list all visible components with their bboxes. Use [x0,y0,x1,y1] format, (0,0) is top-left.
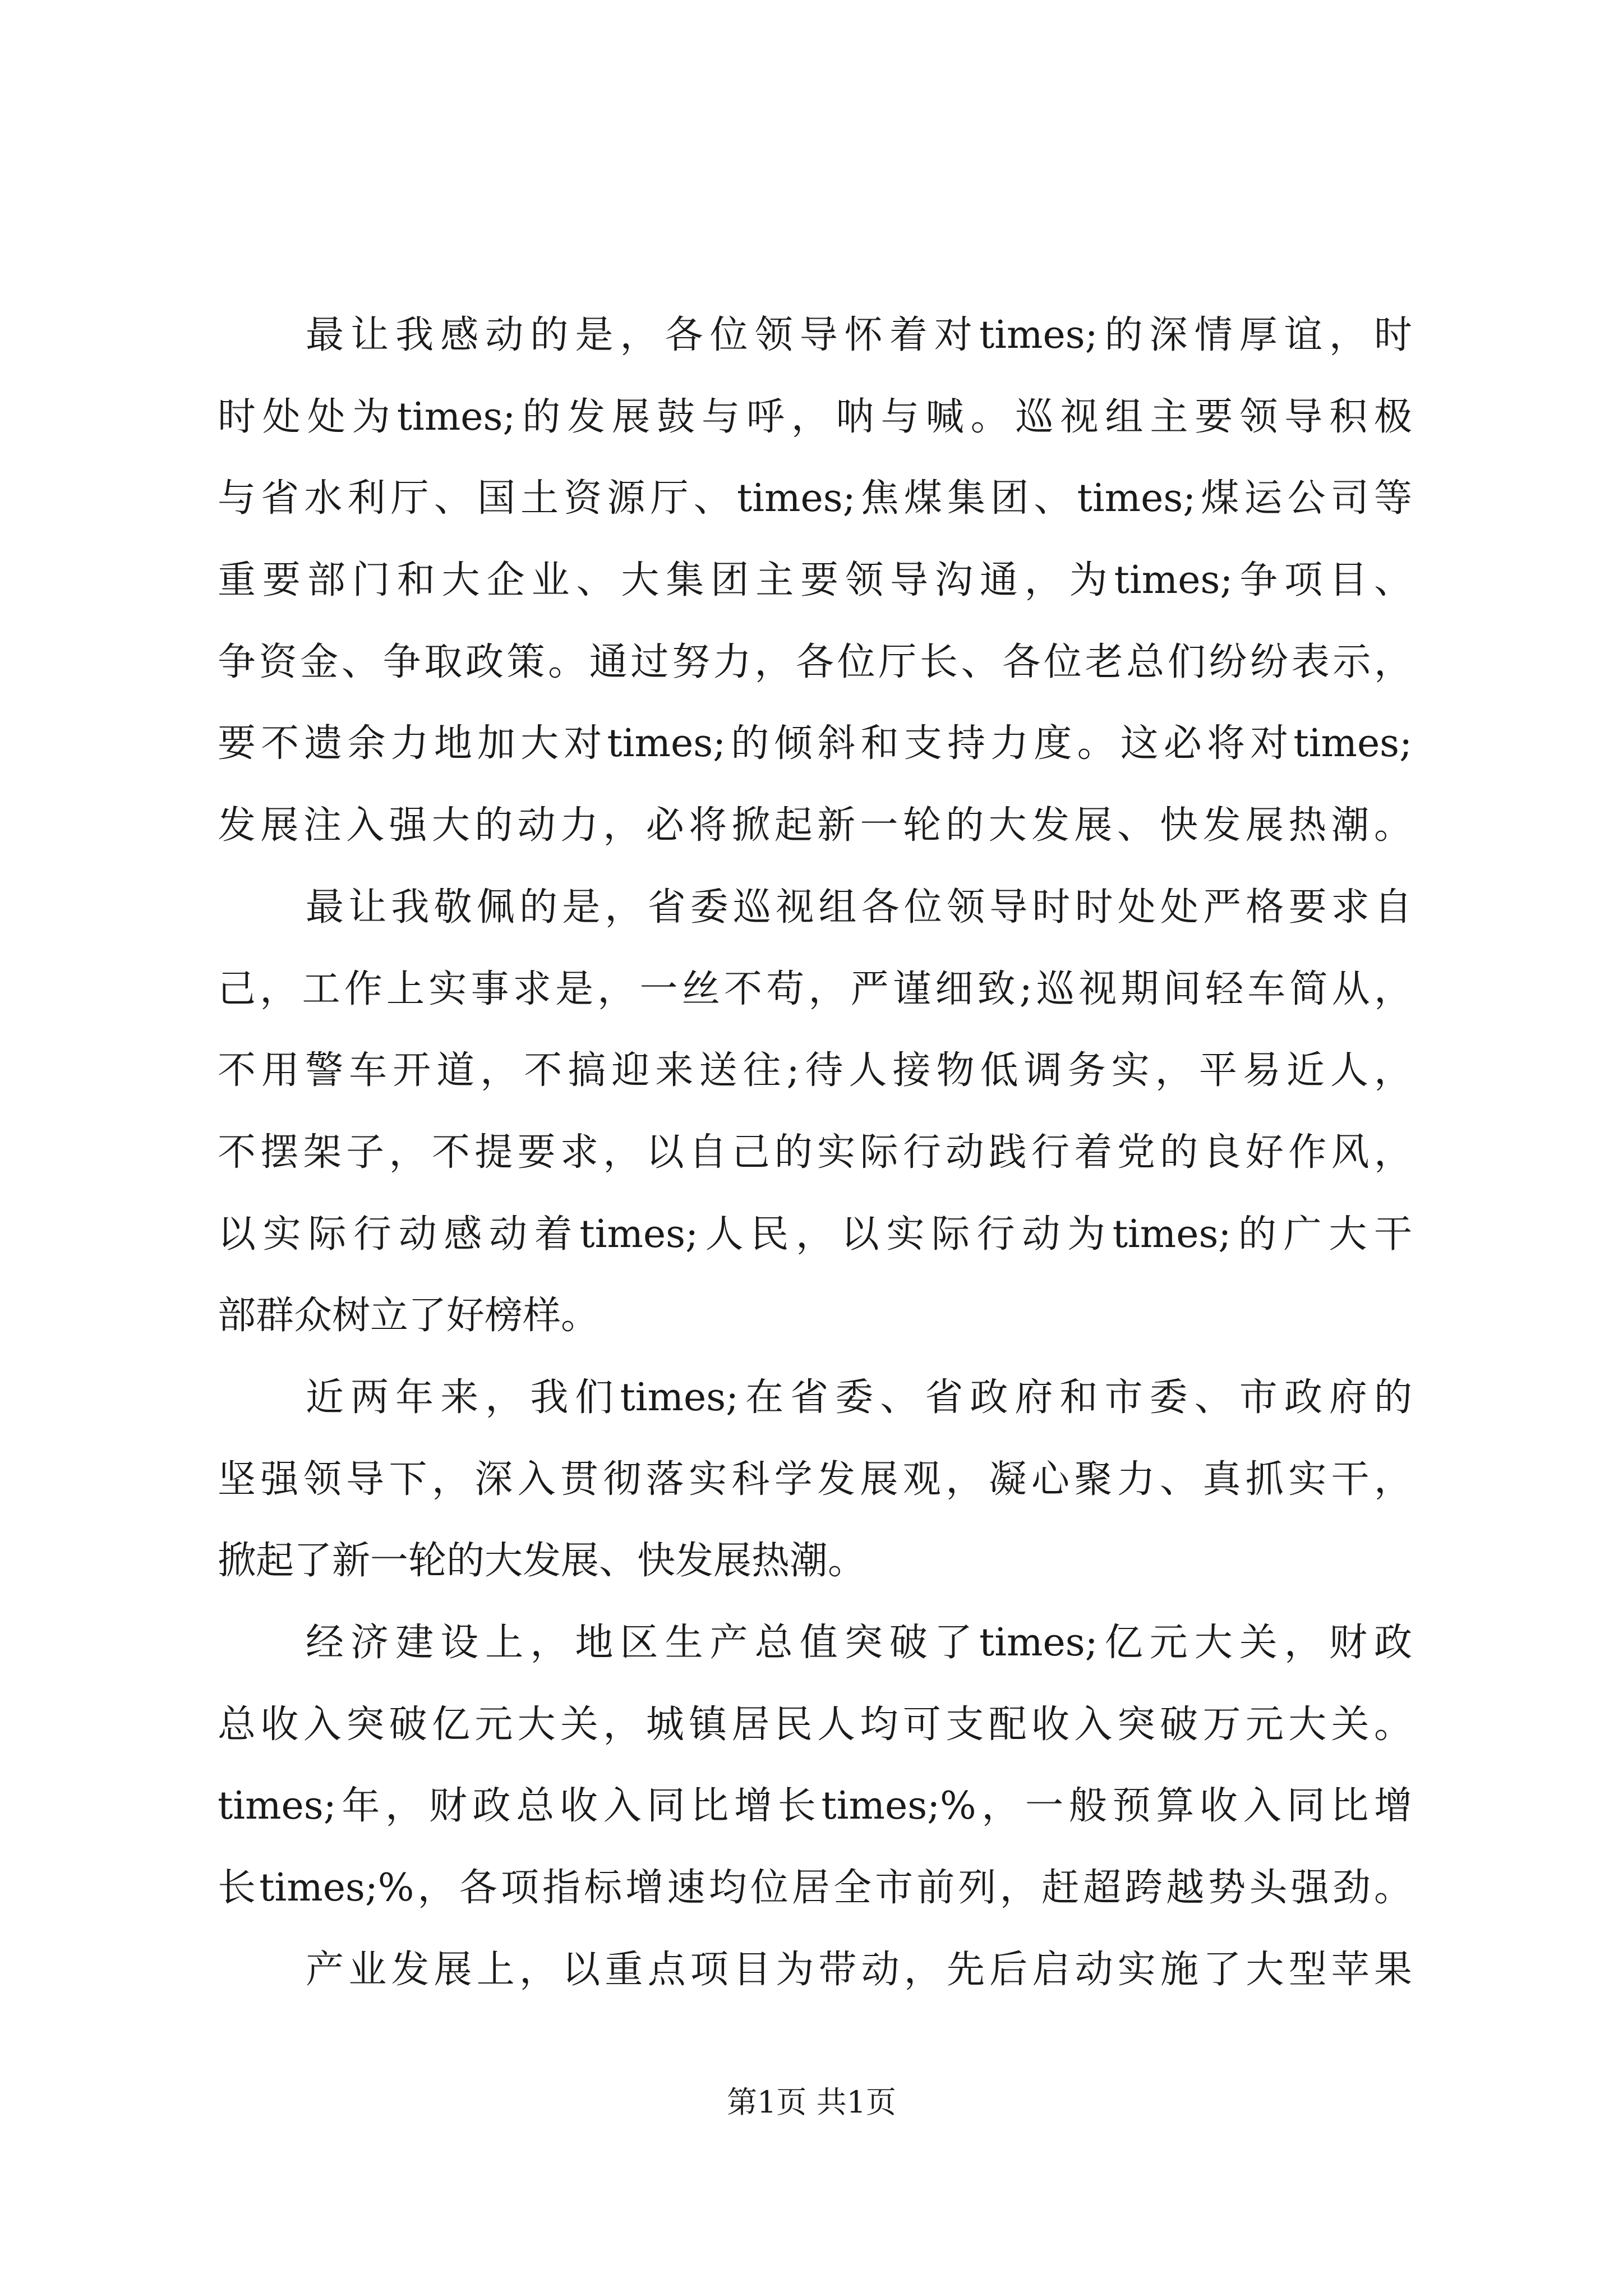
text-line: 要不遗余力地加大对times;的倾斜和支持力度。这必将对times; [218,721,1412,766]
text-line: 最让我感动的是，各位领导怀着对times;的深情厚谊，时 [306,313,1412,357]
text-line: 时处处为times;的发展鼓与呼，呐与喊。巡视组主要领导积极 [218,394,1412,439]
text-line: 不摆架子，不提要求，以自己的实际行动践行着党的良好作风， [218,1130,1412,1175]
text-line: times;年，财政总收入同比增长times;%，一般预算收入同比增 [218,1784,1412,1829]
text-line: 产业发展上，以重点项目为带动，先后启动实施了大型苹果 [306,1947,1412,1992]
body-text [218,295,1412,2010]
text-line: 掀起了新一轮的大发展、快发展热潮。 [218,1539,866,1584]
page-number-footer: 第1页 共1页 [727,2085,896,2120]
text-line: 近两年来，我们times;在省委、省政府和市委、市政府的 [306,1375,1412,1420]
text-line: 己，工作上实事求是，一丝不苟，严谨细致;巡视期间轻车简从， [218,967,1412,1011]
text-line: 不用警车开道，不搞迎来送往;待人接物低调务实，平易近人， [218,1048,1412,1093]
text-line: 争资金、争取政策。通过努力，各位厅长、各位老总们纷纷表示， [218,639,1412,684]
text-line: 重要部门和大企业、大集团主要领导沟通，为times;争项目、 [218,558,1412,603]
text-line: 坚强领导下，深入贯彻落实科学发展观，凝心聚力、真抓实干， [218,1457,1412,1502]
text-line: 经济建设上，地区生产总值突破了times;亿元大关，财政 [306,1621,1412,1665]
text-line: 发展注入强大的动力，必将掀起新一轮的大发展、快发展热潮。 [218,803,1412,848]
text-line: 以实际行动感动着times;人民，以实际行动为times;的广大干 [218,1212,1412,1257]
text-line: 总收入突破亿元大关，城镇居民人均可支配收入突破万元大关。 [218,1702,1412,1747]
text-line: 长times;%，各项指标增速均位居全市前列，赶超跨越势头强劲。 [218,1866,1412,1911]
text-line: 与省水利厅、国土资源厅、times;焦煤集团、times;煤运公司等 [218,476,1412,521]
text-line: 部群众树立了好榜样。 [218,1294,600,1338]
text-line: 最让我敬佩的是，省委巡视组各位领导时时处处严格要求自 [306,885,1412,930]
